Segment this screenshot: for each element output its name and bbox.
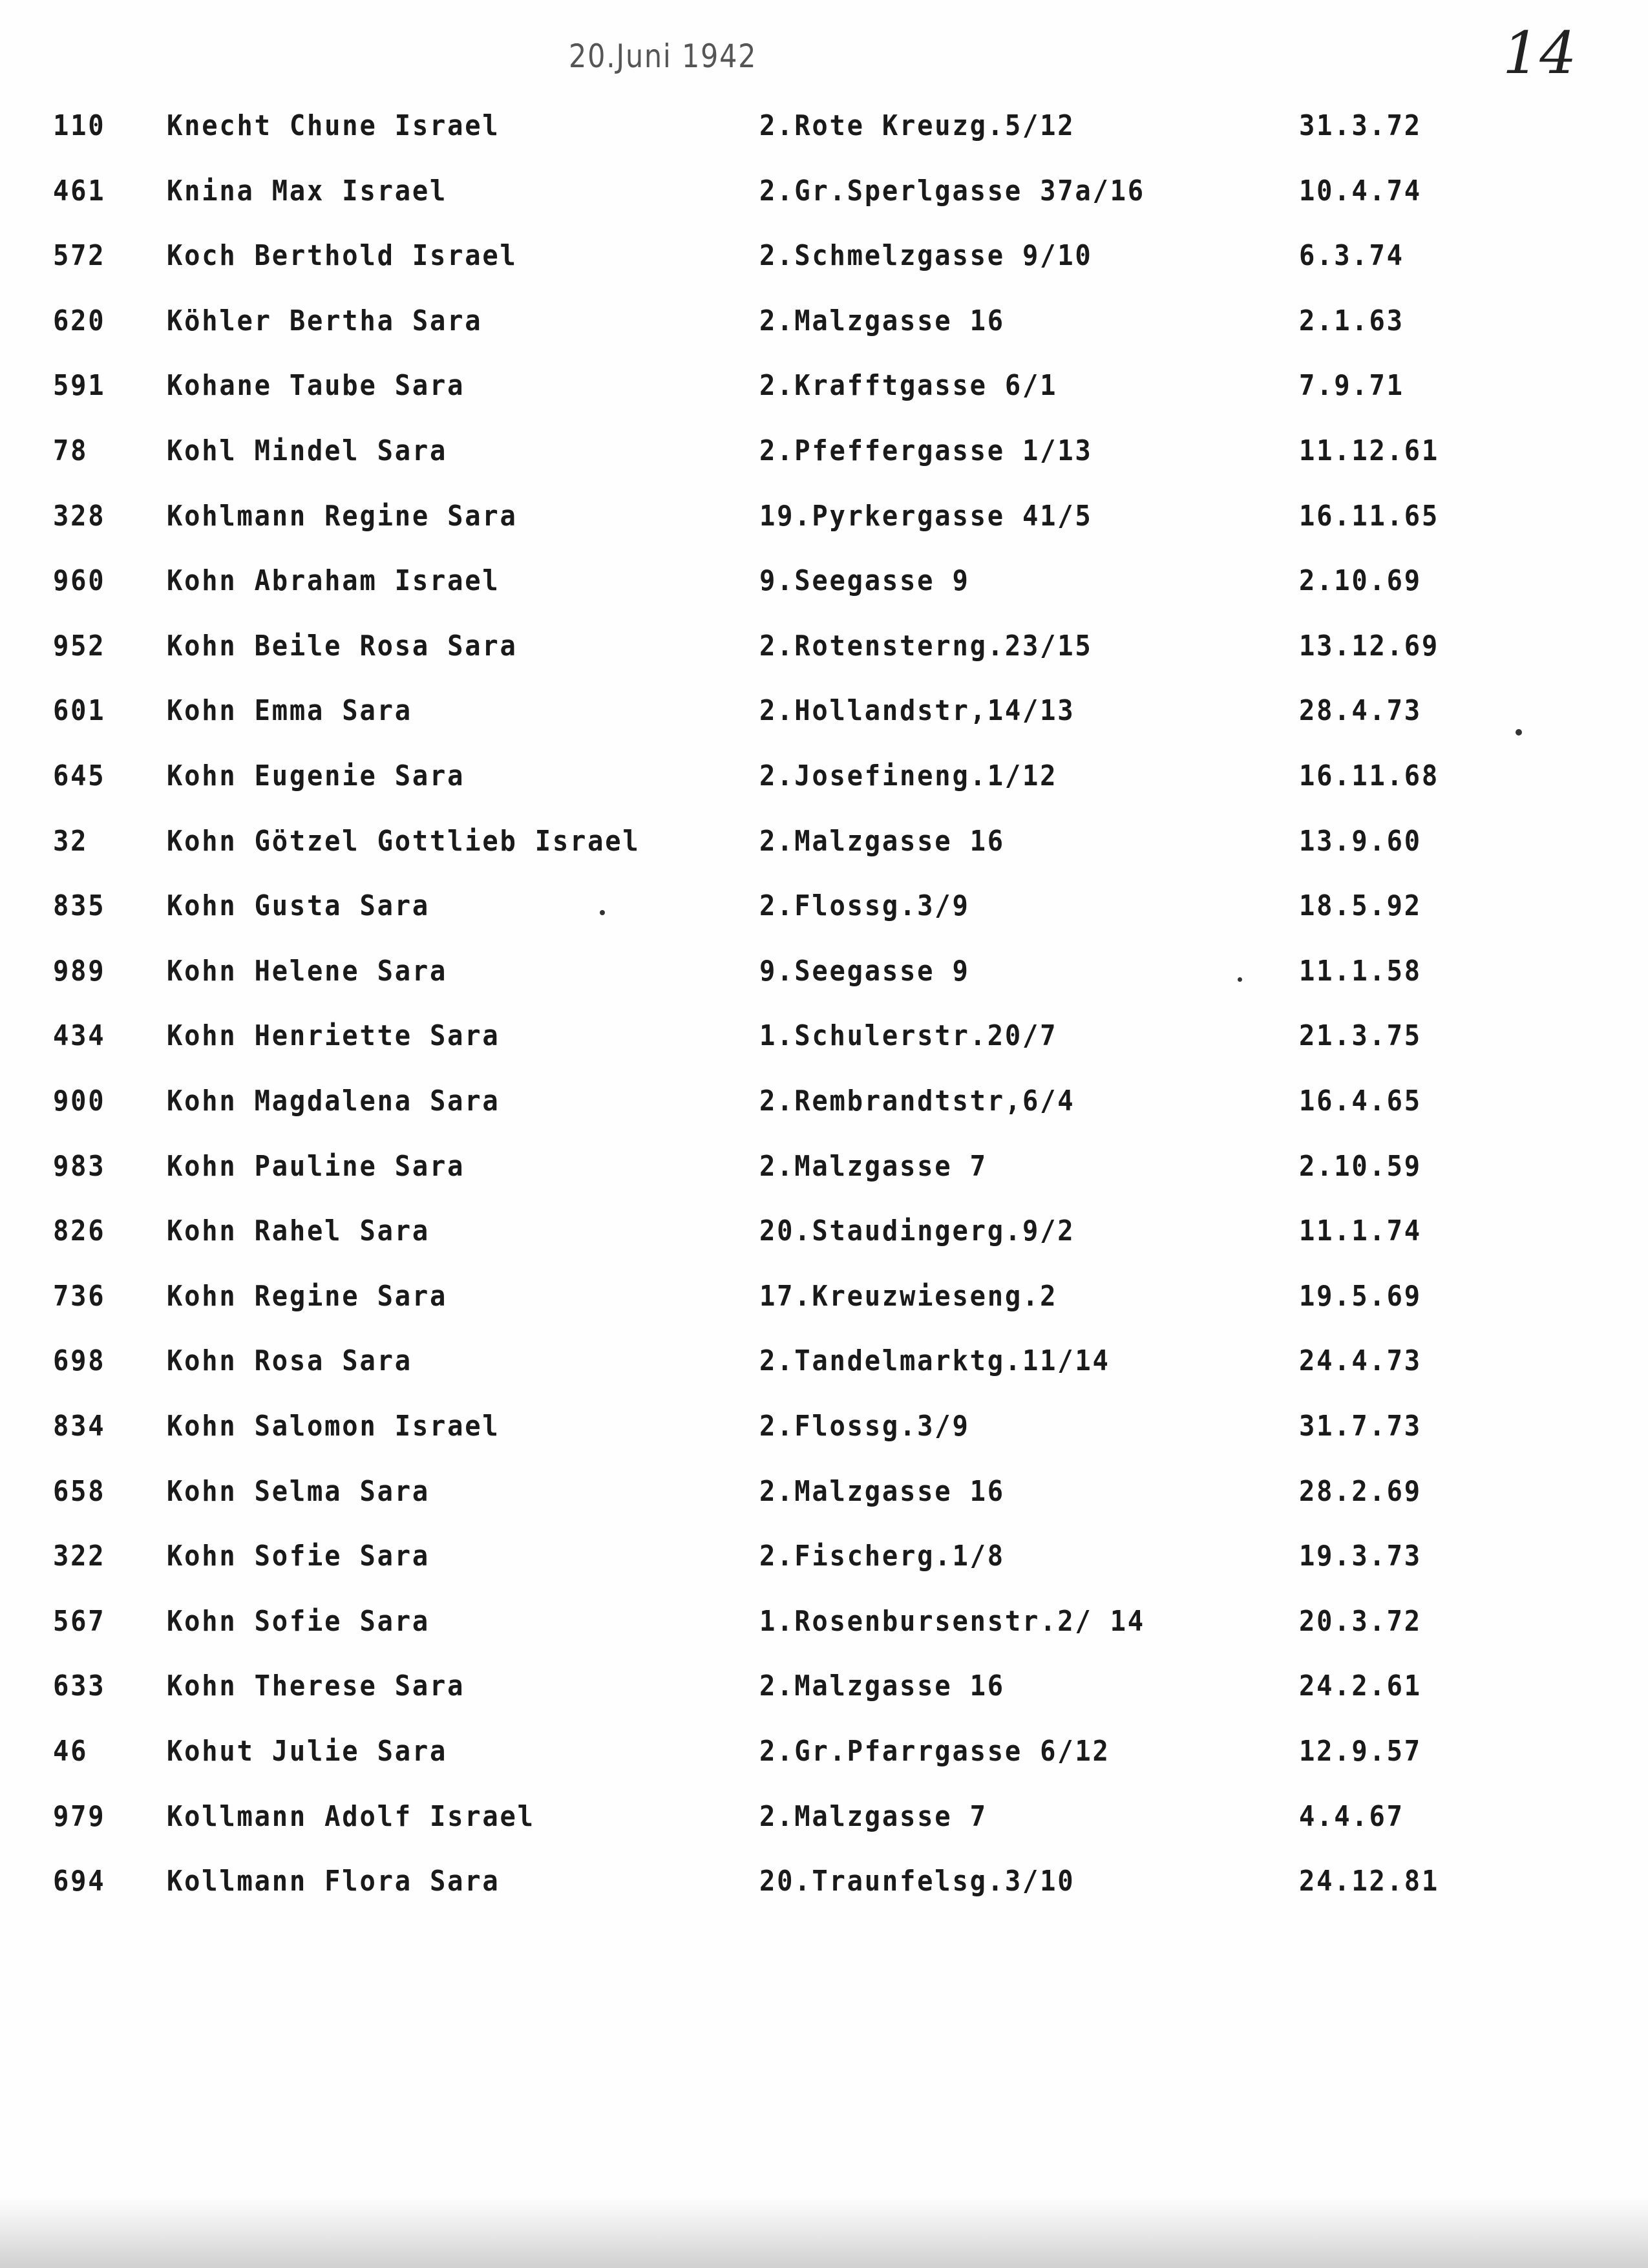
entry-address: 20.Traunfelsg.3/10 xyxy=(759,1865,1075,1898)
entry-birthdate: 16.4.65 xyxy=(1299,1085,1422,1118)
entry-name: Kohn Götzel Gottlieb Israel xyxy=(167,825,640,858)
entry-address: 2.Gr.Pfarrgasse 6/12 xyxy=(759,1735,1110,1768)
entry-address: 2.Krafftgasse 6/1 xyxy=(759,369,1058,402)
entry-address: 2.Malzgasse 16 xyxy=(759,1669,1005,1702)
entry-name: Kohn Magdalena Sara xyxy=(167,1085,500,1118)
entry-number: 826 xyxy=(53,1214,106,1247)
entry-name: Kohn Helene Sara xyxy=(167,955,448,988)
entry-name: Knecht Chune Israel xyxy=(167,109,500,142)
entry-birthdate: 13.12.69 xyxy=(1299,630,1440,662)
entry-address: 2.Schmelzgasse 9/10 xyxy=(759,239,1093,272)
entry-name: Kohn Eugenie Sara xyxy=(167,759,465,792)
entry-birthdate: 24.12.81 xyxy=(1299,1865,1440,1898)
entry-address: 2.Hollandstr,14/13 xyxy=(759,694,1075,727)
entry-birthdate: 2.10.59 xyxy=(1299,1150,1422,1183)
entry-birthdate: 6.3.74 xyxy=(1299,239,1404,272)
entry-number: 698 xyxy=(53,1344,106,1377)
entry-number: 46 xyxy=(53,1735,89,1768)
entry-birthdate: 28.4.73 xyxy=(1299,694,1422,727)
entry-address: 2.Malzgasse 16 xyxy=(759,304,1005,337)
entry-number: 620 xyxy=(53,304,106,337)
entry-name: Kohn Henriette Sara xyxy=(167,1019,500,1052)
entry-number: 591 xyxy=(53,369,106,402)
entry-number: 645 xyxy=(53,759,106,792)
table-row xyxy=(0,880,1648,932)
entry-name: Kohn Beile Rosa Sara xyxy=(167,630,518,662)
entry-number: 567 xyxy=(53,1605,106,1638)
date-stamp: 20.Juni 1942 xyxy=(569,37,757,75)
entry-birthdate: 13.9.60 xyxy=(1299,825,1422,858)
entry-birthdate: 2.1.63 xyxy=(1299,304,1404,337)
entry-name: Kohn Selma Sara xyxy=(167,1475,430,1508)
entry-birthdate: 4.4.67 xyxy=(1299,1800,1404,1833)
entry-name: Kollmann Flora Sara xyxy=(167,1865,500,1898)
entry-name: Kohn Rosa Sara xyxy=(167,1344,412,1377)
entry-address: 2.Josefineng.1/12 xyxy=(759,759,1058,792)
table-row xyxy=(0,1531,1648,1582)
entry-birthdate: 24.2.61 xyxy=(1299,1669,1422,1702)
table-row xyxy=(0,100,1648,152)
entry-birthdate: 18.5.92 xyxy=(1299,889,1422,922)
entry-name: Kohn Therese Sara xyxy=(167,1669,465,1702)
table-row xyxy=(0,1335,1648,1387)
entry-address: 2.Malzgasse 16 xyxy=(759,825,1005,858)
entry-number: 32 xyxy=(53,825,89,858)
table-row xyxy=(0,360,1648,412)
entry-birthdate: 11.12.61 xyxy=(1299,434,1440,467)
entry-name: Kohn Gusta Sara xyxy=(167,889,430,922)
entry-address: 2.Malzgasse 7 xyxy=(759,1800,988,1833)
entry-birthdate: 19.3.73 xyxy=(1299,1540,1422,1573)
entry-address: 2.Pfeffergasse 1/13 xyxy=(759,434,1093,467)
entry-number: 952 xyxy=(53,630,106,662)
entry-number: 434 xyxy=(53,1019,106,1052)
entry-number: 78 xyxy=(53,434,89,467)
entry-name: Kohl Mindel Sara xyxy=(167,434,448,467)
entry-name: Kohut Julie Sara xyxy=(167,1735,448,1768)
entry-name: Kohn Emma Sara xyxy=(167,694,412,727)
table-row xyxy=(0,750,1648,802)
table-row xyxy=(0,620,1648,672)
entry-name: Kohn Regine Sara xyxy=(167,1280,448,1313)
table-row xyxy=(0,1596,1648,1648)
table-row xyxy=(0,1205,1648,1257)
entry-birthdate: 28.2.69 xyxy=(1299,1475,1422,1508)
entry-name: Kohlmann Regine Sara xyxy=(167,500,518,533)
entry-address: 2.Flossg.3/9 xyxy=(759,1410,970,1443)
entry-address: 2.Rote Kreuzg.5/12 xyxy=(759,109,1075,142)
entry-address: 1.Rosenbursenstr.2/ 14 xyxy=(759,1605,1145,1638)
entry-birthdate: 24.4.73 xyxy=(1299,1344,1422,1377)
entry-birthdate: 2.10.69 xyxy=(1299,564,1422,597)
table-row xyxy=(0,946,1648,997)
entry-name: Kohn Pauline Sara xyxy=(167,1150,465,1183)
table-row xyxy=(0,1010,1648,1062)
table-row xyxy=(0,685,1648,737)
entry-number: 960 xyxy=(53,564,106,597)
entry-name: Knina Max Israel xyxy=(167,175,448,207)
entry-address: 2.Gr.Sperlgasse 37a/16 xyxy=(759,175,1145,207)
entry-number: 328 xyxy=(53,500,106,533)
entry-address: 2.Tandelmarktg.11/14 xyxy=(759,1344,1110,1377)
ink-speck xyxy=(600,910,605,915)
table-row xyxy=(0,1660,1648,1712)
table-row xyxy=(0,1856,1648,1907)
table-row xyxy=(0,555,1648,607)
entry-number: 110 xyxy=(53,109,106,142)
ink-speck xyxy=(1238,977,1242,982)
entry-address: 2.Fischerg.1/8 xyxy=(759,1540,1005,1573)
page-bottom-edge xyxy=(0,2197,1648,2268)
table-row xyxy=(0,1791,1648,1843)
entry-birthdate: 21.3.75 xyxy=(1299,1019,1422,1052)
table-row xyxy=(0,1271,1648,1322)
table-row xyxy=(0,1076,1648,1127)
table-row xyxy=(0,230,1648,282)
entry-birthdate: 31.7.73 xyxy=(1299,1410,1422,1443)
table-row xyxy=(0,295,1648,347)
entry-birthdate: 12.9.57 xyxy=(1299,1735,1422,1768)
entry-number: 658 xyxy=(53,1475,106,1508)
entry-number: 461 xyxy=(53,175,106,207)
ink-speck xyxy=(1516,729,1522,736)
entry-birthdate: 11.1.58 xyxy=(1299,955,1422,988)
entry-address: 17.Kreuzwieseng.2 xyxy=(759,1280,1058,1313)
entry-birthdate: 7.9.71 xyxy=(1299,369,1404,402)
entry-number: 601 xyxy=(53,694,106,727)
table-row xyxy=(0,1141,1648,1192)
page-number: 14 xyxy=(1503,19,1577,87)
entry-name: Kohn Sofie Sara xyxy=(167,1540,430,1573)
table-row xyxy=(0,1726,1648,1777)
entry-address: 19.Pyrkergasse 41/5 xyxy=(759,500,1093,533)
table-row xyxy=(0,491,1648,542)
table-row xyxy=(0,1466,1648,1518)
entry-number: 322 xyxy=(53,1540,106,1573)
entry-number: 835 xyxy=(53,889,106,922)
entry-number: 989 xyxy=(53,955,106,988)
entry-birthdate: 16.11.68 xyxy=(1299,759,1440,792)
table-row xyxy=(0,816,1648,867)
table-row xyxy=(0,165,1648,217)
entry-address: 2.Malzgasse 7 xyxy=(759,1150,988,1183)
entry-birthdate: 16.11.65 xyxy=(1299,500,1440,533)
entry-address: 1.Schulerstr.20/7 xyxy=(759,1019,1058,1052)
entry-birthdate: 20.3.72 xyxy=(1299,1605,1422,1638)
entry-number: 694 xyxy=(53,1865,106,1898)
entry-address: 2.Malzgasse 16 xyxy=(759,1475,1005,1508)
entry-name: Kohn Salomon Israel xyxy=(167,1410,500,1443)
entry-address: 2.Rembrandtstr,6/4 xyxy=(759,1085,1075,1118)
entry-birthdate: 19.5.69 xyxy=(1299,1280,1422,1313)
entry-number: 572 xyxy=(53,239,106,272)
entry-number: 633 xyxy=(53,1669,106,1702)
entry-address: 2.Rotensterng.23/15 xyxy=(759,630,1093,662)
entry-number: 736 xyxy=(53,1280,106,1313)
entry-number: 900 xyxy=(53,1085,106,1118)
entry-name: Kohn Sofie Sara xyxy=(167,1605,430,1638)
entry-name: Kollmann Adolf Israel xyxy=(167,1800,535,1833)
entry-number: 834 xyxy=(53,1410,106,1443)
entry-address: 9.Seegasse 9 xyxy=(759,955,970,988)
entry-name: Kohn Rahel Sara xyxy=(167,1214,430,1247)
table-row xyxy=(0,425,1648,477)
entry-birthdate: 31.3.72 xyxy=(1299,109,1422,142)
entry-name: Kohane Taube Sara xyxy=(167,369,465,402)
entry-address: 2.Flossg.3/9 xyxy=(759,889,970,922)
entry-name: Koch Berthold Israel xyxy=(167,239,518,272)
entry-address: 20.Staudingerg.9/2 xyxy=(759,1214,1075,1247)
table-row xyxy=(0,1401,1648,1452)
entry-number: 979 xyxy=(53,1800,106,1833)
entry-name: Kohn Abraham Israel xyxy=(167,564,500,597)
entry-address: 9.Seegasse 9 xyxy=(759,564,970,597)
entry-name: Köhler Bertha Sara xyxy=(167,304,483,337)
entry-birthdate: 11.1.74 xyxy=(1299,1214,1422,1247)
entry-birthdate: 10.4.74 xyxy=(1299,175,1422,207)
entry-number: 983 xyxy=(53,1150,106,1183)
